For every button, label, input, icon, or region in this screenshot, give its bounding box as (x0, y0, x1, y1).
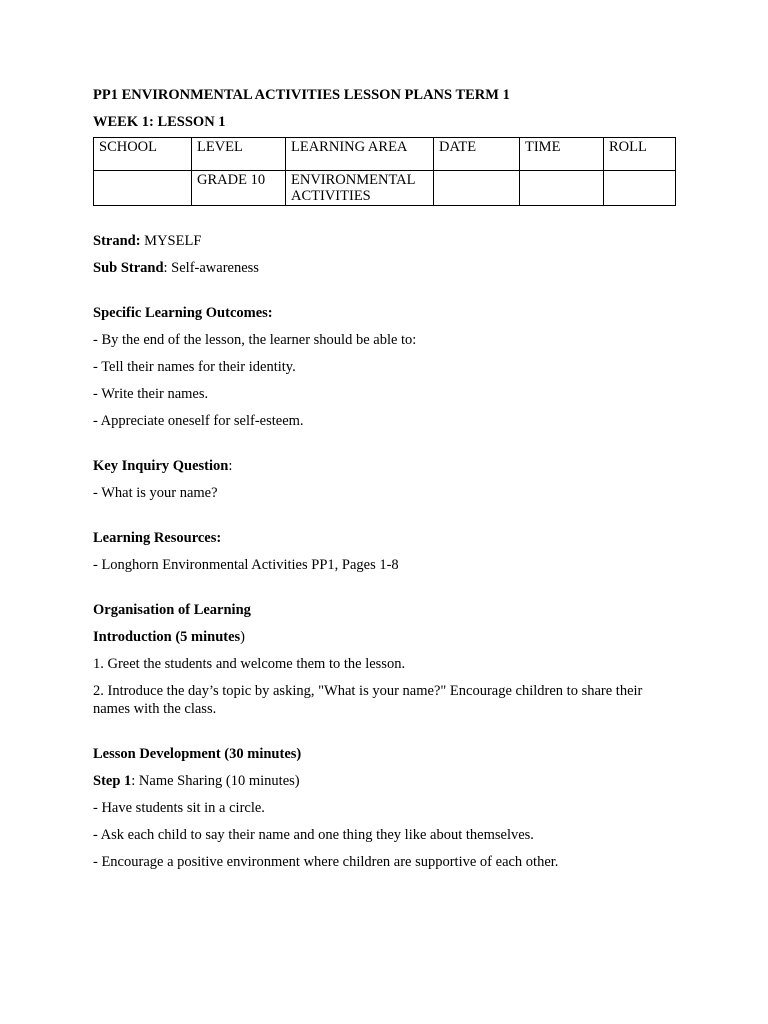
resource-item: - Longhorn Environmental Activities PP1, Pages 1-8 (93, 557, 399, 573)
step-1-item: - Ask each child to say their name and one thing they like about themselves. (93, 827, 534, 843)
inquiry-heading-line (93, 457, 683, 475)
strand-label: Strand: (93, 233, 141, 249)
cell-time (520, 171, 604, 206)
inquiry-item: - What is your name? (93, 485, 218, 501)
lesson-plan-document (93, 86, 683, 880)
development-heading: Lesson Development (30 minutes) (93, 746, 302, 762)
sub-strand-value: : Self-awareness (163, 260, 259, 276)
strand-line (93, 232, 683, 250)
cell-level: GRADE 10 (192, 171, 286, 206)
header-time: TIME (520, 138, 604, 171)
cell-school (94, 171, 192, 206)
week-lesson-heading: WEEK 1: LESSON 1 (93, 114, 226, 130)
cell-roll (604, 171, 676, 206)
document-title: PP1 ENVIRONMENTAL ACTIVITIES LESSON PLANS TERM 1 (93, 87, 510, 103)
introduction-heading-close: ) (240, 629, 246, 645)
introduction-item: 2. Introduce the day’s topic by asking, "What is your name?" Encourage children to share their names with the class. (93, 683, 643, 717)
table-header-row (94, 138, 676, 171)
table-row (94, 171, 676, 206)
step-1-text: : Name Sharing (10 minutes) (131, 773, 300, 789)
sub-strand-line (93, 259, 683, 277)
introduction-item: 1. Greet the students and welcome them to the lesson. (93, 656, 406, 672)
header-date: DATE (434, 138, 520, 171)
strand-value: MYSELF (140, 233, 202, 249)
organisation-heading: Organisation of Learning (93, 602, 251, 618)
sub-strand-label: Sub Strand (93, 260, 164, 276)
header-school: SCHOOL (94, 138, 192, 171)
resources-heading: Learning Resources: (93, 530, 222, 546)
step-1-item: - Have students sit in a circle. (93, 800, 265, 816)
header-learning-area: LEARNING AREA (286, 138, 434, 171)
lesson-info-table (93, 137, 676, 206)
introduction-heading-line (93, 628, 683, 646)
header-roll: ROLL (604, 138, 676, 171)
inquiry-colon: : (228, 458, 233, 474)
inquiry-heading: Key Inquiry Question (93, 458, 229, 474)
outcome-item: - Write their names. (93, 386, 209, 402)
cell-date (434, 171, 520, 206)
outcome-item: - By the end of the lesson, the learner should be able to: (93, 332, 417, 348)
header-level: LEVEL (192, 138, 286, 171)
cell-learning-area: ENVIRONMENTAL ACTIVITIES (286, 171, 434, 206)
step-1-line (93, 772, 683, 790)
step-1-item: - Encourage a positive environment where children are supportive of each other. (93, 854, 559, 870)
outcome-item: - Tell their names for their identity. (93, 359, 296, 375)
outcomes-heading: Specific Learning Outcomes: (93, 305, 273, 321)
outcome-item: - Appreciate oneself for self-esteem. (93, 413, 304, 429)
introduction-heading: Introduction (5 minutes (93, 629, 241, 645)
step-1-label: Step 1 (93, 773, 132, 789)
